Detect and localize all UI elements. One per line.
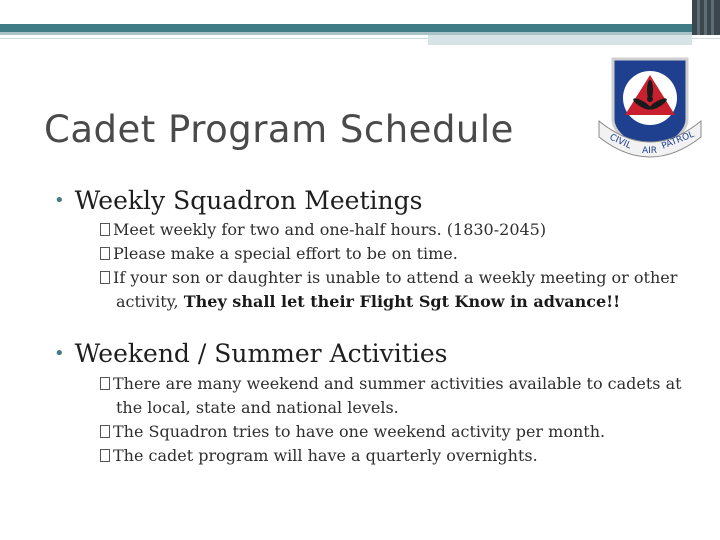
list-item: The cadet program will have a quarterly overnights. [100,444,682,468]
list-item: Meet weekly for two and one-half hours. (1830-2045) [100,218,677,242]
weekly-heading-text: Weekly Squadron Meetings [74,186,423,215]
section-heading-weekly [54,186,422,215]
list-item: If your son or daughter is unable to attend a weekly meeting or other [100,266,677,290]
checkbox-bullet-icon [100,449,110,462]
logo-text-patrol: PATROL [660,129,696,152]
checkbox-bullet-icon [100,271,110,284]
header-corner-block [692,0,720,35]
weekly-items [100,218,677,314]
civil-air-patrol-logo-icon [595,53,705,165]
list-item-continuation: the local, state and national levels. [116,398,399,417]
weekend-items [100,372,682,468]
list-item: The Squadron tries to have one weekend activity per month. [100,420,682,444]
logo-text-air: AIR [642,146,658,156]
checkbox-bullet-icon [100,425,110,438]
bullet-dot: • [54,343,65,364]
emphasis-text: They shall let their Flight Sgt Know in advance!! [183,292,621,311]
top-band [0,0,720,24]
list-item: Please make a special effort to be on time. [100,242,677,266]
list-item: There are many weekend and summer activities available to cadets at [100,372,682,396]
list-item-continuation: activity, They shall let their Flight Sgt Know in advance!! [116,292,621,311]
weekend-heading-text: Weekend / Summer Activities [74,339,448,368]
checkbox-bullet-icon [100,377,110,390]
header-teal-band [0,24,720,32]
bullet-dot: • [54,190,65,211]
slide-title: Cadet Program Schedule [44,108,514,151]
logo-text-civil: CIVIL [607,132,633,152]
checkbox-bullet-icon [100,223,110,236]
section-heading-weekend [54,339,447,368]
checkbox-bullet-icon [100,247,110,260]
header-tab [428,35,692,45]
